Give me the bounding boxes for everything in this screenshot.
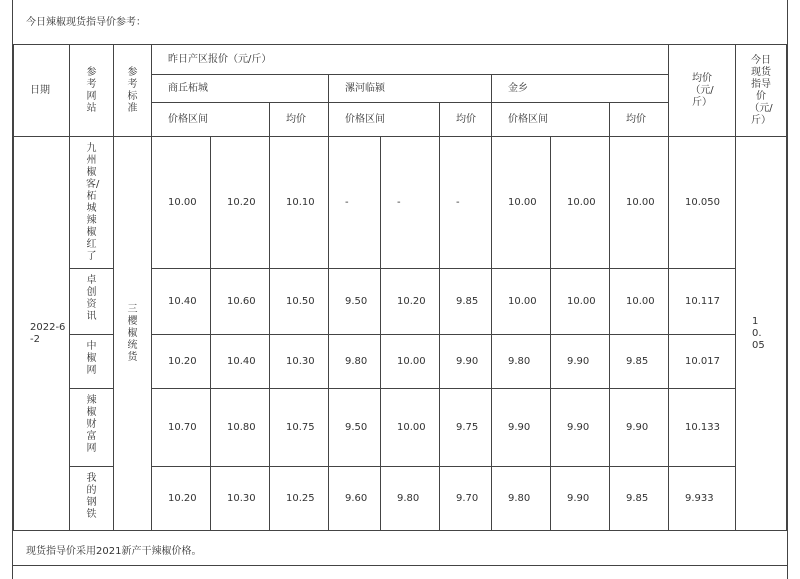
site-cell: 九州椒客/柘城辣椒红了 (70, 137, 114, 269)
price-cell: 9.80 (492, 467, 551, 531)
region-jinxiang: 金乡 (492, 75, 669, 103)
price-cell: 10.75 (270, 389, 329, 467)
price-cell: 9.80 (492, 335, 551, 389)
header-avg-1: 均价 (270, 103, 329, 137)
price-cell: 10.50 (270, 269, 329, 335)
price-cell: 10.00 (492, 137, 551, 269)
frame-right-border (787, 0, 788, 579)
price-cell: 9.50 (329, 269, 381, 335)
region-luohe: 漯河临颍 (329, 75, 492, 103)
price-cell: 10.20 (152, 467, 211, 531)
price-cell: 10.70 (152, 389, 211, 467)
header-range-1: 价格区间 (152, 103, 270, 137)
price-cell: 9.90 (440, 335, 492, 389)
price-cell: 10.00 (610, 269, 669, 335)
header-site: 参考网站 (70, 45, 114, 137)
header-avg-3: 均价 (610, 103, 669, 137)
price-table (13, 44, 787, 531)
price-cell: 9.70 (440, 467, 492, 531)
price-cell: 10.10 (270, 137, 329, 269)
price-cell: 9.50 (329, 389, 381, 467)
price-cell: 10.30 (270, 335, 329, 389)
avg-cell: 10.117 (669, 269, 736, 335)
header-avg-total: 均价（元/斤） (669, 45, 736, 137)
price-cell: 10.40 (211, 335, 270, 389)
price-cell: 9.90 (492, 389, 551, 467)
price-cell: 9.90 (610, 389, 669, 467)
price-cell: 10.60 (211, 269, 270, 335)
price-cell: 9.80 (329, 335, 381, 389)
price-cell: 10.00 (381, 389, 440, 467)
price-cell: 9.75 (440, 389, 492, 467)
price-cell: 10.00 (551, 137, 610, 269)
price-cell: 10.00 (381, 335, 440, 389)
header-guide: 今日现货指导价（元/斤） (736, 45, 787, 137)
price-cell: - (440, 137, 492, 269)
header-range-2: 价格区间 (329, 103, 440, 137)
price-cell: 10.20 (152, 335, 211, 389)
price-cell: - (381, 137, 440, 269)
price-cell: 9.80 (381, 467, 440, 531)
guide-cell: 10.05 (736, 137, 787, 531)
table-row (14, 137, 787, 269)
price-cell: 10.80 (211, 389, 270, 467)
price-cell: 9.85 (440, 269, 492, 335)
header-date: 日期 (14, 45, 70, 137)
price-cell: 9.85 (610, 335, 669, 389)
standard-cell: 三樱椒统货 (114, 137, 152, 531)
price-cell: 10.25 (270, 467, 329, 531)
avg-cell: 10.017 (669, 335, 736, 389)
header-group: 昨日产区报价（元/斤） (152, 45, 669, 75)
price-cell: 10.20 (211, 137, 270, 269)
header-avg-2: 均价 (440, 103, 492, 137)
price-cell: 10.00 (610, 137, 669, 269)
avg-cell: 10.050 (669, 137, 736, 269)
price-cell: 10.00 (152, 137, 211, 269)
price-cell: 10.00 (492, 269, 551, 335)
header-standard: 参考标准 (114, 45, 152, 137)
intro-text: 今日辣椒现货指导价参考： (26, 17, 146, 28)
price-cell: 9.85 (610, 467, 669, 531)
site-cell: 我的钢铁 (70, 467, 114, 531)
site-cell: 中椒网 (70, 335, 114, 389)
divider-bottom (12, 565, 788, 566)
price-cell: 10.30 (211, 467, 270, 531)
price-cell: 10.00 (551, 269, 610, 335)
price-cell: 9.60 (329, 467, 381, 531)
site-cell: 辣椒财富网 (70, 389, 114, 467)
price-cell: 9.90 (551, 335, 610, 389)
price-cell: 9.90 (551, 467, 610, 531)
price-cell: 9.90 (551, 389, 610, 467)
price-cell: 10.20 (381, 269, 440, 335)
header-range-3: 价格区间 (492, 103, 610, 137)
site-cell: 卓创资讯 (70, 269, 114, 335)
avg-cell: 9.933 (669, 467, 736, 531)
price-cell: - (329, 137, 381, 269)
avg-cell: 10.133 (669, 389, 736, 467)
price-cell: 10.40 (152, 269, 211, 335)
footer-note: 现货指导价采用2021新产干辣椒价格。 (26, 546, 202, 557)
region-shangqiu: 商丘柘城 (152, 75, 329, 103)
date-cell: 2022-6-2 (14, 137, 70, 531)
